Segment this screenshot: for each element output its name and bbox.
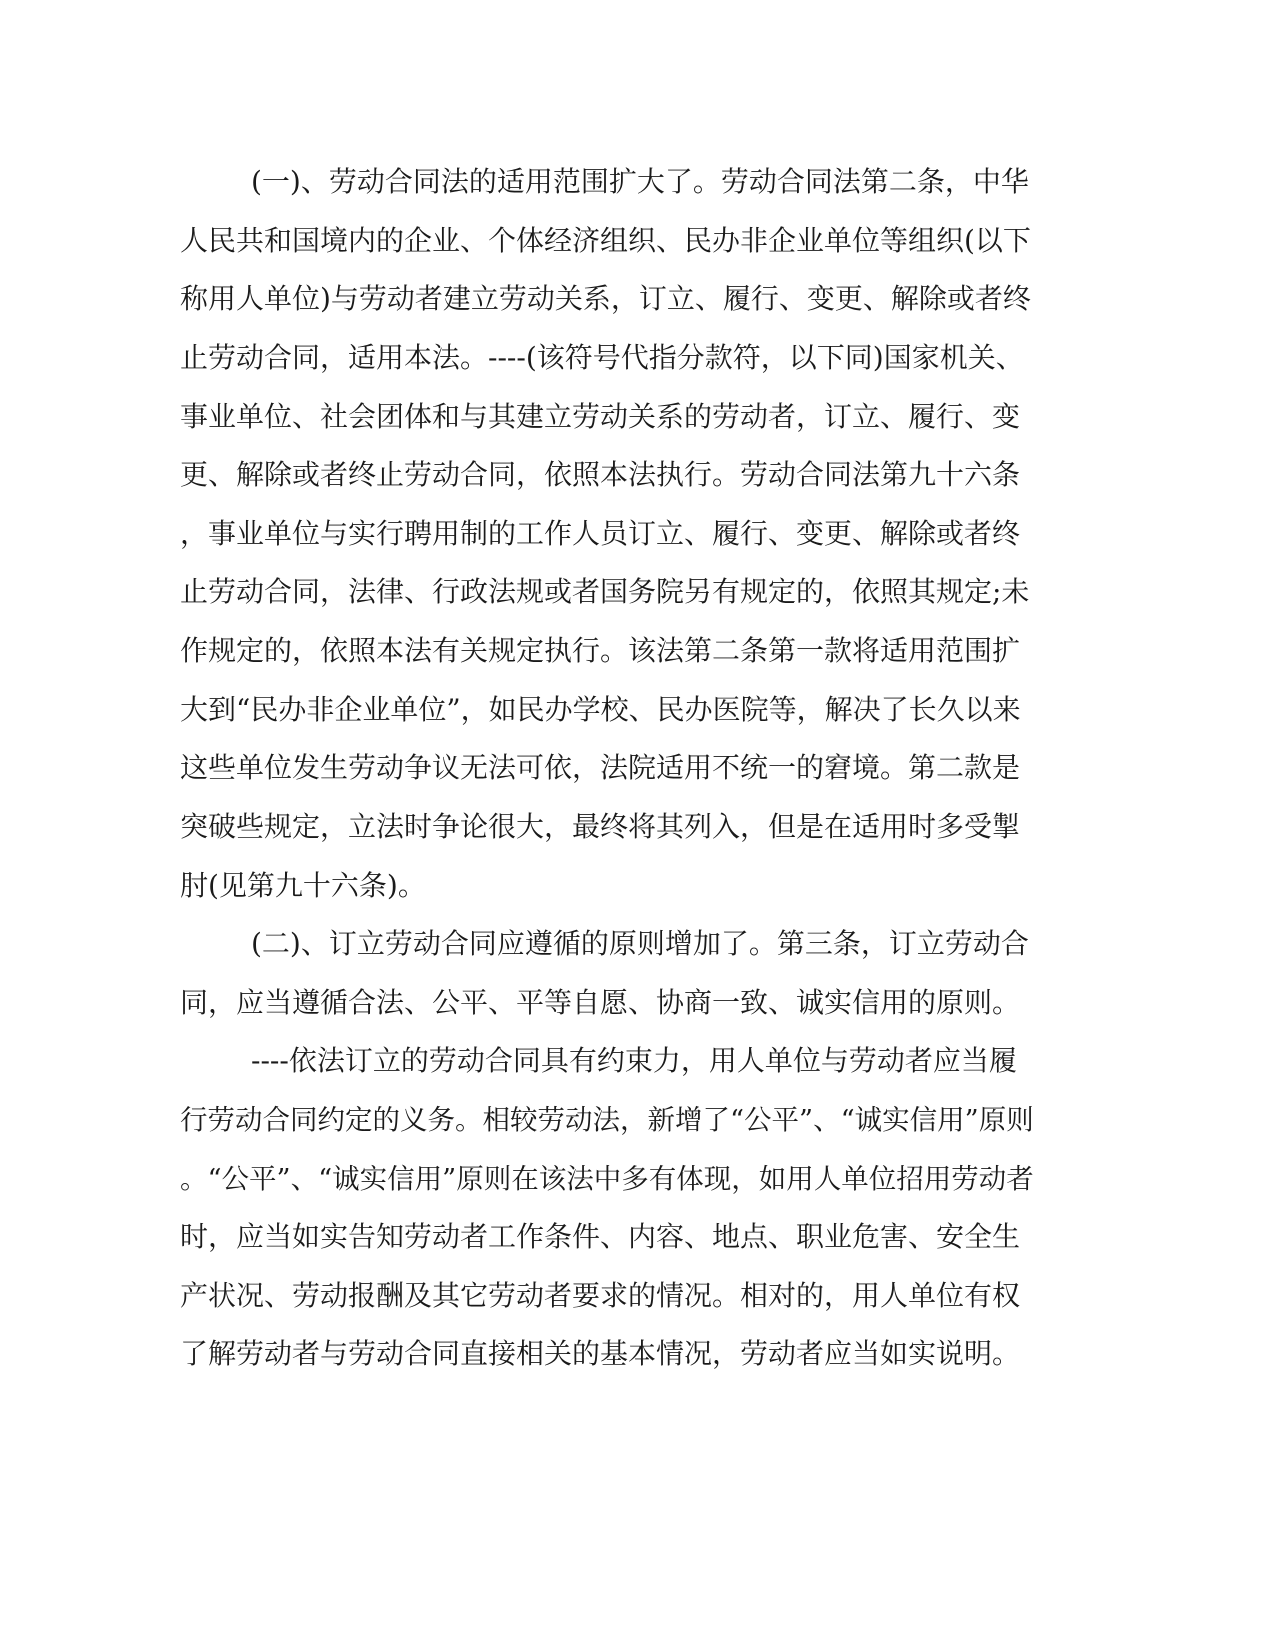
paragraph-1-line-1: (一)、劳动合同法的适用范围扩大了。劳动合同法第二条，中华: [251, 165, 1029, 198]
paragraph-1-line-2: 人民共和国境内的企业、个体经济组织、民办非企业单位等组织(以下: [180, 224, 1031, 257]
paragraph-1-line-9: 作规定的，依照本法有关规定执行。该法第二条第一款将适用范围扩: [180, 634, 1021, 667]
paragraph-3-line-5: 产状况、劳动报酬及其它劳动者要求的情况。相对的，用人单位有权: [180, 1279, 1021, 1312]
paragraph-2-line-1: (二)、订立劳动合同应遵循的原则增加了。第三条，订立劳动合: [251, 927, 1029, 960]
paragraph-1-line-8: 止劳动合同，法律、行政法规或者国务院另有规定的，依照其规定;未: [180, 575, 1030, 608]
paragraph-1-line-5: 事业单位、社会团体和与其建立劳动关系的劳动者，订立、履行、变: [180, 400, 1021, 433]
paragraph-1-line-4: 止劳动合同，适用本法。----(该符号代指分款符，以下同)国家机关、: [180, 341, 1024, 374]
paragraph-1-line-7: ，事业单位与实行聘用制的工作人员订立、履行、变更、解除或者终: [180, 517, 1021, 550]
paragraph-1-line-11: 这些单位发生劳动争议无法可依，法院适用不统一的窘境。第二款是: [180, 751, 1021, 784]
paragraph-3-line-3: 。“公平”、“诚实信用”原则在该法中多有体现，如用人单位招用劳动者: [180, 1163, 1034, 1195]
paragraph-3-line-2: 行劳动合同约定的义务。相较劳动法，新增了“公平”、“诚实信用”原则: [180, 1104, 1034, 1136]
paragraph-3-line-1: ----依法订立的劳动合同具有约束力，用人单位与劳动者应当履: [251, 1044, 1017, 1077]
paragraph-1-line-10: 大到“民办非企业单位”，如民办学校、民办医院等，解决了长久以来: [180, 693, 1021, 726]
paragraph-1-line-6: 更、解除或者终止劳动合同，依照本法执行。劳动合同法第九十六条: [180, 458, 1021, 491]
paragraph-3-line-6: 了解劳动者与劳动合同直接相关的基本情况，劳动者应当如实说明。: [180, 1337, 1021, 1370]
paragraph-1-line-12: 突破些规定，立法时争论很大，最终将其列入，但是在适用时多受掣: [180, 810, 1021, 843]
paragraph-3-line-4: 时，应当如实告知劳动者工作条件、内容、地点、职业危害、安全生: [180, 1220, 1021, 1253]
paragraph-2-line-2: 同，应当遵循合法、公平、平等自愿、协商一致、诚实信用的原则。: [180, 986, 1021, 1019]
paragraph-1-line-3: 称用人单位)与劳动者建立劳动关系，订立、履行、变更、解除或者终: [180, 282, 1031, 315]
paragraph-1-line-13: 肘(见第九十六条)。: [180, 869, 426, 902]
